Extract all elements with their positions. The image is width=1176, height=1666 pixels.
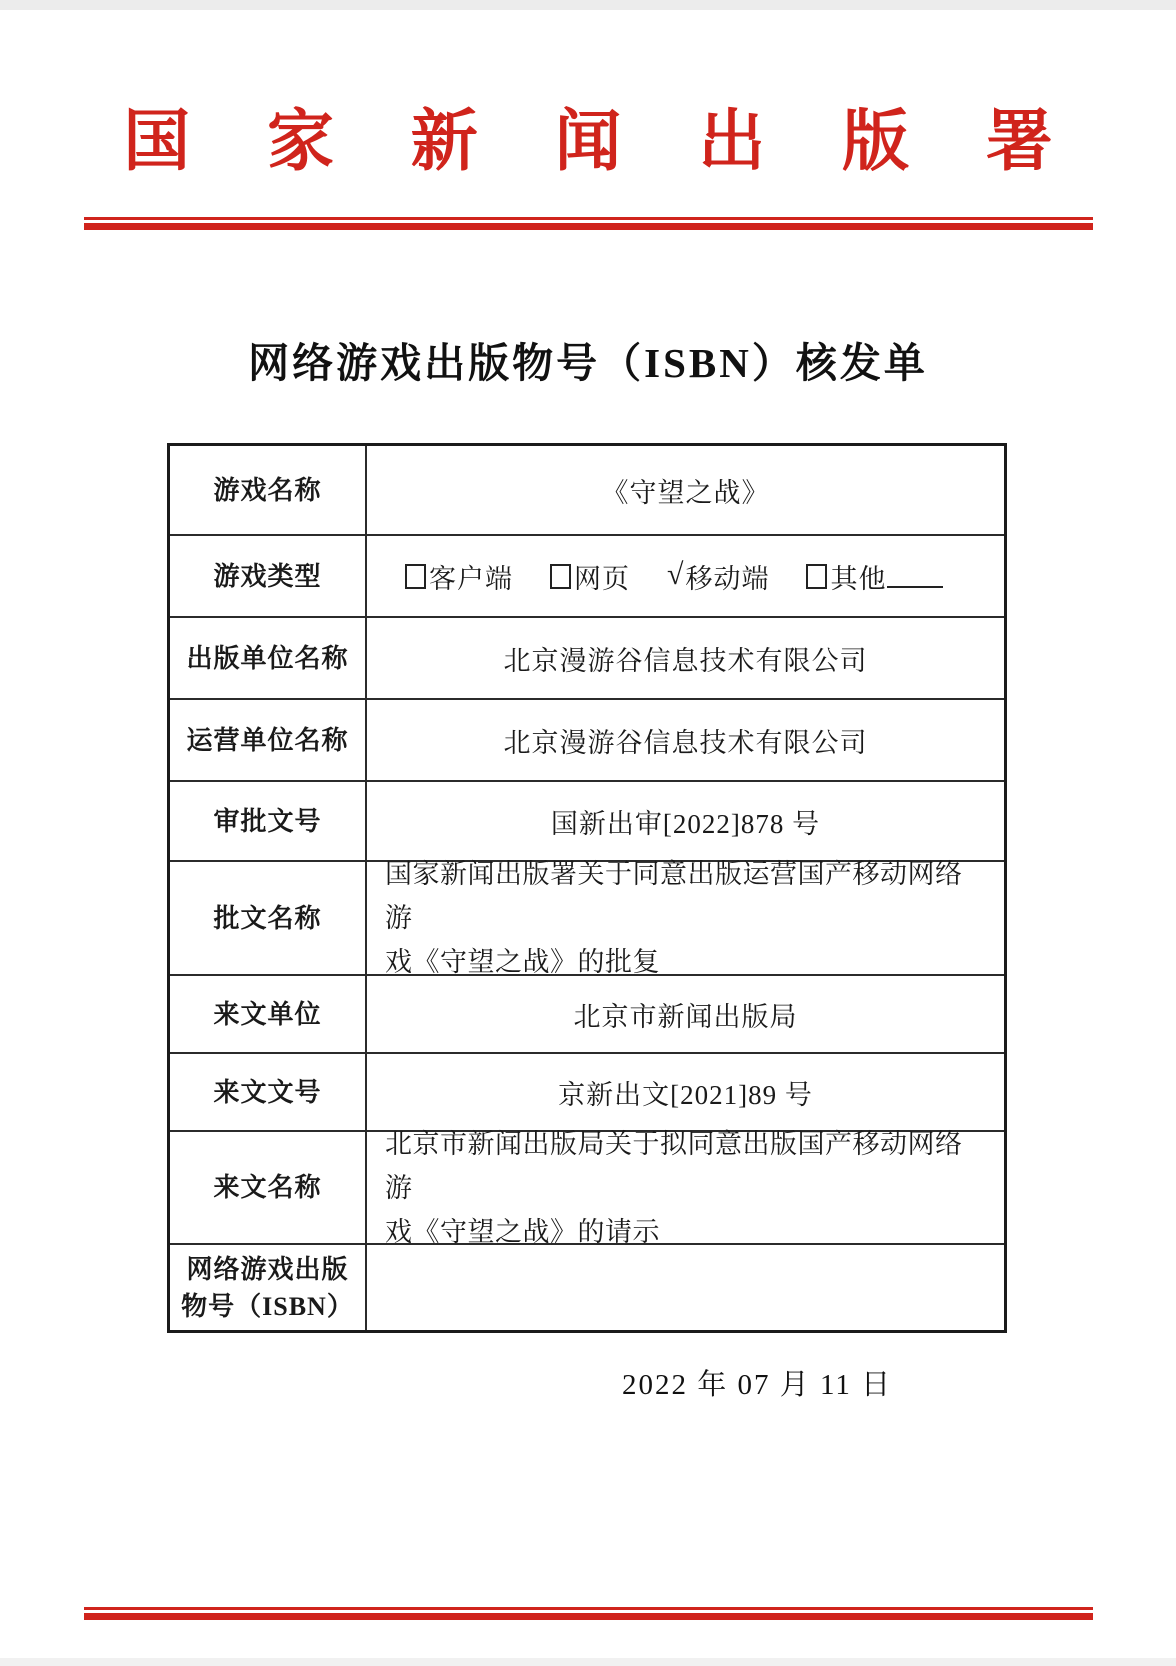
scan-edge-bottom [0, 1658, 1176, 1666]
option-label: 网页 [574, 563, 630, 594]
table-row-game-name [170, 446, 1004, 534]
isbn-issuance-form-table [167, 443, 1007, 1333]
table-row-publisher [170, 616, 1004, 698]
option-label: 移动端 [685, 563, 770, 594]
row-value [367, 536, 1004, 616]
table-row-source-title [170, 1128, 1004, 1247]
row-label: 游戏名称 [170, 446, 367, 534]
other-blank-underline [887, 564, 943, 588]
header-double-rule [84, 217, 1093, 230]
row-label: 来文文号 [170, 1054, 367, 1130]
row-value: 京新出文[2021]89 号 [558, 1079, 813, 1110]
table-row-source-unit [170, 974, 1004, 1052]
footer-rule-thick-line [84, 1613, 1093, 1620]
issue-date: 2022 年 07 月 11 日 [622, 1369, 893, 1401]
table-row-source-number [170, 1052, 1004, 1130]
row-value [367, 1128, 1004, 1247]
checkbox-empty-icon [806, 564, 827, 589]
option-web [550, 557, 630, 596]
checkbox-empty-icon [550, 564, 571, 589]
row-value: 北京漫游谷信息技术有限公司 [503, 645, 868, 676]
row-value: 《守望之战》 [601, 477, 770, 508]
row-label: 批文名称 [170, 862, 367, 974]
option-mobile [667, 557, 769, 596]
scan-edge-top [0, 0, 1176, 10]
table-row-approval-number [170, 780, 1004, 860]
row-value [367, 859, 1004, 977]
header-rule-thick-line [84, 223, 1093, 230]
option-label: 其他 [830, 563, 887, 594]
option-client [405, 557, 513, 596]
table-row-game-type [170, 534, 1004, 616]
option-label: 客户端 [429, 563, 513, 594]
row-label [170, 1245, 367, 1330]
row-label: 游戏类型 [170, 536, 367, 616]
checkbox-empty-icon [405, 564, 426, 589]
value-line: 北京市新闻出版局关于拟同意出版国产移动网络游 [385, 1128, 963, 1203]
row-label: 运营单位名称 [170, 700, 367, 780]
label-line: 物号（ISBN） [181, 1291, 354, 1321]
row-value: 北京市新闻出版局 [573, 1001, 798, 1032]
row-label: 来文名称 [170, 1132, 367, 1243]
value-line: 国家新闻出版署关于同意出版运营国产移动网络游 [385, 859, 963, 933]
row-label: 来文单位 [170, 976, 367, 1052]
value-line: 戏《守望之战》的批复 [385, 947, 660, 977]
table-row-approval-title [170, 859, 1004, 977]
org-name-header: 国 家 新 闻 出 版 署 [123, 105, 1083, 179]
value-line: 戏《守望之战》的请示 [385, 1216, 660, 1247]
footer-double-rule [84, 1607, 1093, 1620]
row-label: 审批文号 [170, 782, 367, 860]
table-row-operator [170, 698, 1004, 780]
label-line: 网络游戏出版 [186, 1254, 349, 1284]
check-mark-icon: √ [667, 558, 685, 591]
option-other [806, 557, 943, 596]
document-title: 网络游戏出版物号（ISBN）核发单 [248, 340, 928, 386]
row-label: 出版单位名称 [170, 618, 367, 698]
row-value: 国新出审[2022]878 号 [550, 808, 821, 839]
row-value-empty [367, 1245, 1004, 1330]
row-value: 北京漫游谷信息技术有限公司 [503, 727, 868, 758]
table-row-isbn-number [170, 1243, 1004, 1330]
